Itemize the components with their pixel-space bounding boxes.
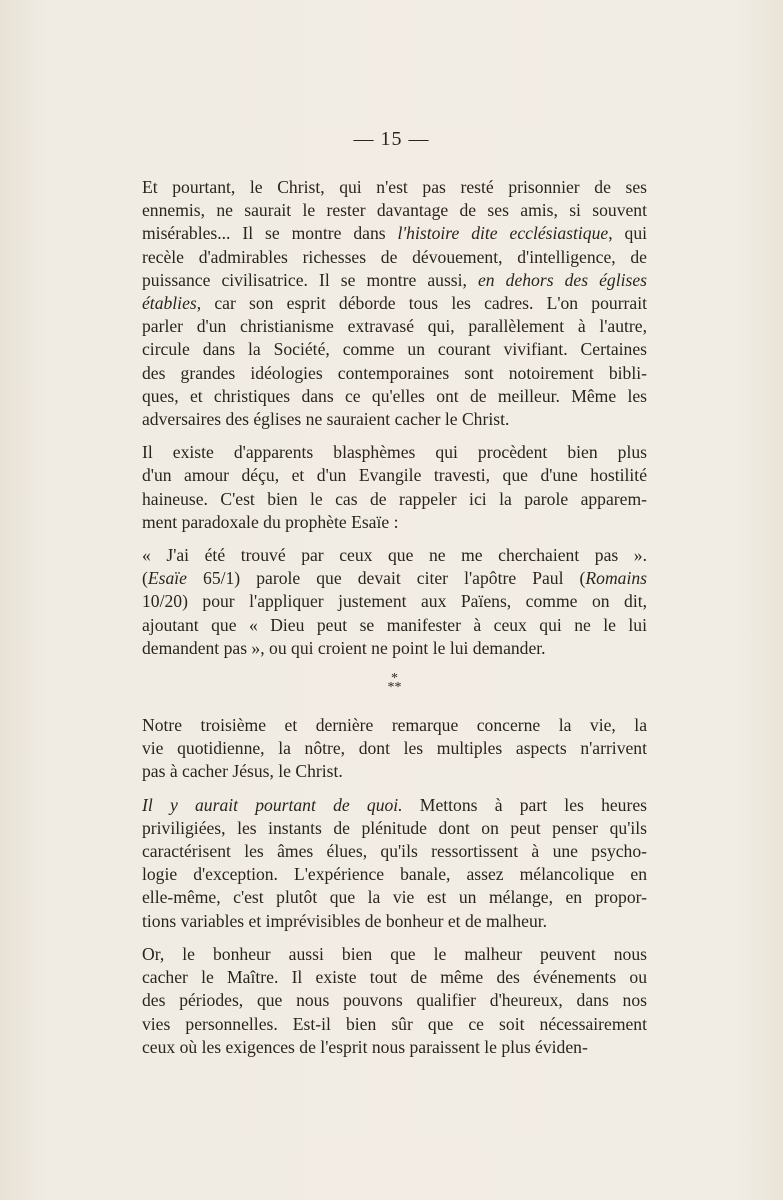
text-run: haineuse. C'est bien le cas de rappeler ici la parole apparem- <box>142 488 647 509</box>
text-line <box>142 544 647 567</box>
text-line <box>142 863 647 886</box>
text-run: demandent pas », ou qui croient ne point le lui demander. <box>142 637 546 658</box>
text-run: parler d'un christianisme extravasé qui, parallèlement à l'autre, <box>142 316 647 337</box>
italic-run: en dehors des églises <box>478 269 647 290</box>
page-number: — 15 — <box>353 128 430 150</box>
text-line <box>142 794 647 817</box>
text-line <box>142 966 647 989</box>
text-line <box>142 637 647 660</box>
text-run: Et pourtant, le Christ, qui n'est pas resté prisonnier de ses <box>142 177 647 197</box>
text-line <box>142 408 647 431</box>
text-line <box>142 511 647 534</box>
text-run: ques, et christiques dans ce qu'elles ont de meilleur. Même les <box>142 385 647 406</box>
text-line <box>142 338 647 361</box>
text-run: vie quotidienne, la nôtre, dont les multiples aspects n'arrivent <box>142 738 647 759</box>
text-line <box>142 737 647 760</box>
text-run: puissance civilisatrice. Il se montre aussi, <box>142 269 478 290</box>
text-run: 10/20) pour l'appliquer justement aux Païens, comme on dit, <box>142 591 647 612</box>
text-run: , car son esprit déborde tous les cadres. L'on pourrait <box>196 293 647 314</box>
text-run: Mettons à part les heures <box>402 794 647 815</box>
text-line <box>142 269 647 292</box>
text-run: des grandes idéologies contemporaines sont notoirement bibli- <box>142 362 647 383</box>
text-run: d'un amour déçu, et d'un Evangile travesti, que d'une hostilité <box>142 465 647 486</box>
text-line <box>142 1036 647 1059</box>
italic-run: Esaïe <box>147 568 187 589</box>
paragraph <box>142 441 647 534</box>
text-line <box>142 840 647 863</box>
text-line <box>142 315 647 338</box>
section-separator: * ** <box>387 671 402 696</box>
text-line <box>142 464 647 487</box>
text-run: « J'ai été trouvé par ceux que ne me cherchaient pas ». <box>142 545 647 566</box>
text-run: elle-même, c'est plutôt que la vie est un mélange, en propor- <box>142 887 647 908</box>
text-run: Or, le bonheur aussi bien que le malheur peuvent nous <box>142 943 647 964</box>
text-run: misérables... Il se montre dans <box>142 223 398 244</box>
text-line <box>142 488 647 511</box>
paragraph <box>142 794 647 933</box>
text-line <box>142 714 647 737</box>
text-run: priviligiées, les instants de plénitude dont on peut penser qu'ils <box>142 817 647 838</box>
italic-run: établies <box>142 293 197 314</box>
text-run: vies personnelles. Est-il bien sûr que ce soit nécessairement <box>142 1013 647 1034</box>
text-line <box>142 590 647 613</box>
text-line <box>142 385 647 408</box>
italic-run: Romains <box>585 568 647 589</box>
text-run: cacher le Maître. Il existe tout de même des événements ou <box>142 967 647 988</box>
text-run: , qui <box>608 223 648 244</box>
text-run: caractérisent les âmes élues, qu'ils ressortissent à une psycho- <box>142 841 647 862</box>
paragraph <box>142 176 647 431</box>
text-run: ( <box>142 568 148 589</box>
italic-run: l'histoire dite ecclésiastique <box>397 223 609 244</box>
text-run: des périodes, que nous pouvons qualifier d'heureux, dans nos <box>142 990 647 1011</box>
text-run: 65/1) parole que devait citer l'apôtre Paul ( <box>186 568 586 589</box>
italic-run: Il y aurait pourtant de quoi. <box>142 794 403 815</box>
text-line <box>142 441 647 464</box>
text-line <box>142 1013 647 1036</box>
text-line <box>142 886 647 909</box>
text-run: ment paradoxale du prophète Esaïe : <box>142 511 399 532</box>
text-run: circule dans la Société, comme un courant vivifiant. Certaines <box>142 339 647 360</box>
text-run: logie d'exception. L'expérience banale, assez mélancolique en <box>142 864 647 885</box>
text-line <box>142 760 647 783</box>
text-run: recèle d'admirables richesses de dévouement, d'intelligence, de <box>142 246 647 267</box>
text-line <box>142 910 647 933</box>
text-run: pas à cacher Jésus, le Christ. <box>142 761 343 782</box>
text-line <box>142 943 647 966</box>
text-line <box>142 176 647 199</box>
text-run: Notre troisième et dernière remarque concerne la vie, la <box>142 715 647 736</box>
body-text <box>142 176 647 1069</box>
text-line <box>142 989 647 1012</box>
text-line <box>142 292 647 315</box>
text-line <box>142 199 647 222</box>
paragraph <box>142 544 647 660</box>
paragraph <box>142 714 647 784</box>
text-line <box>142 362 647 385</box>
paragraph <box>142 943 647 1059</box>
text-line <box>142 222 647 245</box>
text-line <box>142 614 647 637</box>
text-line <box>142 246 647 269</box>
text-run: tions variables et imprévisibles de bonheur et de malheur. <box>142 910 548 931</box>
text-run: ennemis, ne saurait le rester davantage de ses amis, si souvent <box>142 200 647 221</box>
text-run: Il existe d'apparents blasphèmes qui procèdent bien plus <box>142 442 647 463</box>
text-line <box>142 817 647 840</box>
text-line <box>142 567 647 590</box>
text-run: adversaires des églises ne sauraient cacher le Christ. <box>142 409 510 430</box>
text-run: ajoutant que « Dieu peut se manifester à ceux qui ne le lui <box>142 614 647 635</box>
text-run: ceux où les exigences de l'esprit nous paraissent le plus éviden- <box>142 1036 588 1057</box>
